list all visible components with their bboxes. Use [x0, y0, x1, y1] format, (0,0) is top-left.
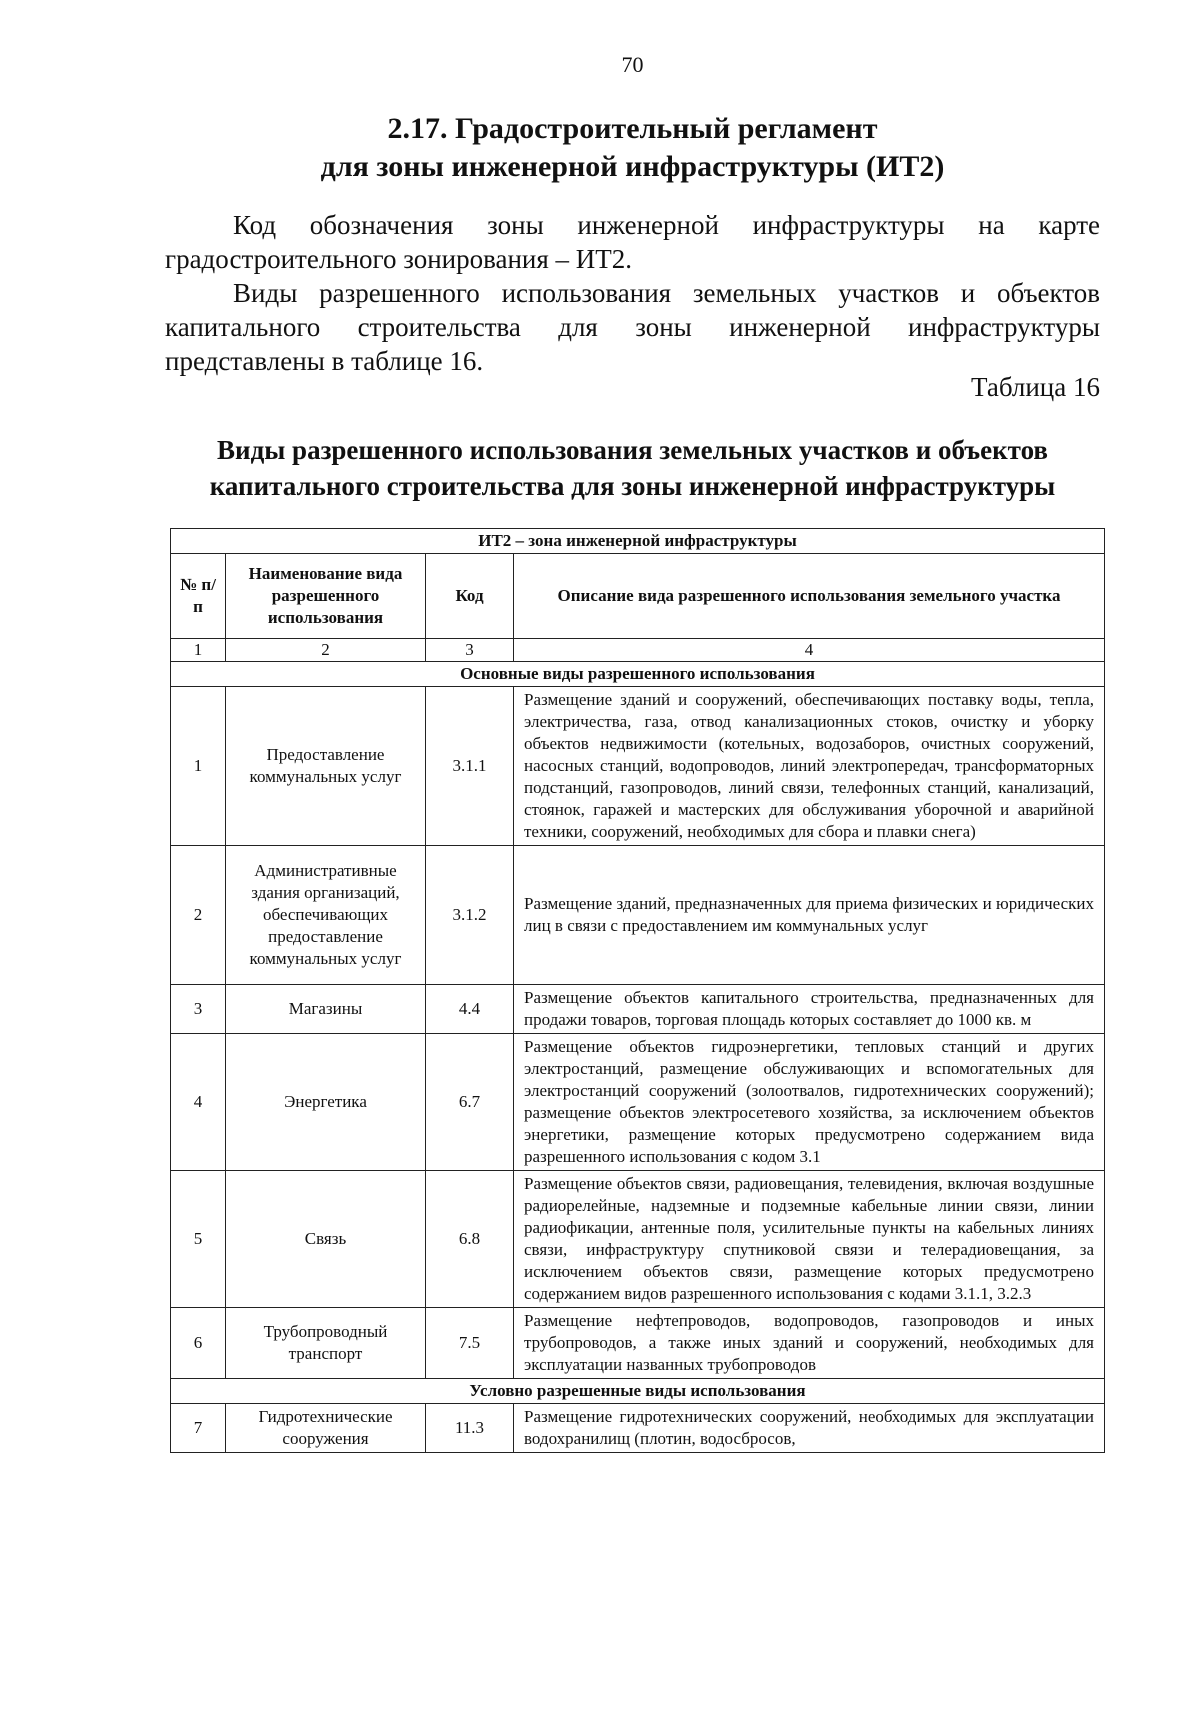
row-description: Размещение объектов гидроэнергетики, тепловых станций и других электростанций, размещение обслуживающих и вспомогательных для электростанций сооружений (золоотвалов, гидротехнических сооружений); размещение объектов электросетевого хозяйства, за исключением объектов энергетики, размещение которых предусмотрено содержанием вида разрешенного использования с кодом 3.1: [514, 1034, 1105, 1171]
table-title-line-1: Виды разрешенного использования земельных участков и объектов: [217, 435, 1048, 465]
row-code: 4.4: [426, 985, 514, 1034]
row-number: 4: [171, 1034, 226, 1171]
intro-paragraph-zone-code: [165, 208, 1100, 276]
table-row: [171, 1171, 1105, 1308]
row-use-name: Трубопроводный транспорт: [226, 1308, 426, 1379]
row-code: 3.1.2: [426, 846, 514, 985]
page-number: 70: [621, 52, 644, 77]
row-use-name: Гидротехнические сооружения: [226, 1404, 426, 1453]
row-number: 6: [171, 1308, 226, 1379]
row-code: 6.8: [426, 1171, 514, 1308]
table-row: [171, 846, 1105, 985]
column-header-name: Наименование вида разрешенного использования: [226, 554, 426, 639]
column-number: 3: [426, 639, 514, 662]
table-title: [160, 432, 1105, 504]
table-row: [171, 1308, 1105, 1379]
row-number: 2: [171, 846, 226, 985]
column-number: 1: [171, 639, 226, 662]
row-description: Размещение объектов капитального строительства, предназначенных для продажи товаров, торговая площадь которых составляет до 1000 кв. м: [514, 985, 1105, 1034]
column-number: 2: [226, 639, 426, 662]
section-heading-line-2: для зоны инженерной инфраструктуры (ИТ2): [320, 150, 945, 183]
column-number: 4: [514, 639, 1105, 662]
section-heading-line-1: 2.17. Градостроительный регламент: [387, 112, 878, 145]
table-row: [171, 1404, 1105, 1453]
section-heading: [160, 110, 1105, 186]
table-row: [171, 985, 1105, 1034]
column-header-code: Код: [426, 554, 514, 639]
table-row: [171, 687, 1105, 846]
row-code: 6.7: [426, 1034, 514, 1171]
row-code: 7.5: [426, 1308, 514, 1379]
row-use-name: Административные здания организаций, обеспечивающих предоставление коммунальных услуг: [226, 846, 426, 985]
row-use-name: Предоставление коммунальных услуг: [226, 687, 426, 846]
section-main-uses: Основные виды разрешенного использования: [171, 662, 1105, 687]
row-description: Размещение нефтепроводов, водопроводов, газопроводов и иных трубопроводов, а также иных зданий и сооружений, необходимых для эксплуатации названных трубопроводов: [514, 1308, 1105, 1379]
row-description: Размещение объектов связи, радиовещания, телевидения, включая воздушные радиорелейные, надземные и подземные кабельные линии связи, линии радиофикации, антенные поля, усилительные пункты на кабельных линиях связи, инфраструктуру спутниковой связи и телерадиовещания, за исключением объектов связи, размещение которых предусмотрено содержанием видов разрешенного использования с кодами 3.1.1, 3.2.3: [514, 1171, 1105, 1308]
row-number: 1: [171, 687, 226, 846]
regulation-table: [170, 528, 1105, 1453]
table-label: Таблица 16: [971, 372, 1100, 402]
row-code: 11.3: [426, 1404, 514, 1453]
row-number: 5: [171, 1171, 226, 1308]
intro-paragraph-permitted-uses-text: Виды разрешенного использования земельных участков и объектов капитального строительства для зоны инженерной инфраструктуры представлены в таблице 16.: [165, 278, 1100, 376]
row-code: 3.1.1: [426, 687, 514, 846]
column-header-description: Описание вида разрешенного использования земельного участка: [514, 554, 1105, 639]
row-use-name: Магазины: [226, 985, 426, 1034]
row-use-name: Энергетика: [226, 1034, 426, 1171]
column-header-number: № п/п: [171, 554, 226, 639]
intro-paragraph-permitted-uses: [165, 276, 1100, 378]
row-use-name: Связь: [226, 1171, 426, 1308]
row-description: Размещение зданий, предназначенных для приема физических и юридических лиц в связи с предоставлением им коммунальных услуг: [514, 846, 1105, 985]
zone-header: ИТ2 – зона инженерной инфраструктуры: [171, 529, 1105, 554]
table-title-line-2: капитального строительства для зоны инженерной инфраструктуры: [209, 471, 1056, 501]
row-number: 7: [171, 1404, 226, 1453]
intro-paragraph-zone-code-text: Код обозначения зоны инженерной инфраструктуры на карте градостроительного зонирования – ИТ2.: [165, 210, 1100, 274]
section-conditional-uses: Условно разрешенные виды использования: [171, 1379, 1105, 1404]
row-description: Размещение гидротехнических сооружений, необходимых для эксплуатации водохранилищ (плотин, водосбросов,: [514, 1404, 1105, 1453]
row-number: 3: [171, 985, 226, 1034]
table-row: [171, 1034, 1105, 1171]
row-description: Размещение зданий и сооружений, обеспечивающих поставку воды, тепла, электричества, газа, отвод канализационных стоков, очистку и уборку объектов недвижимости (котельных, водозаборов, очистных сооружений, насосных станций, водопроводов, линий электропередач, трансформаторных подстанций, газопроводов, линий связи, телефонных станций, канализаций, стоянок, гаражей и мастерских для обслуживания уборочной и аварийной техники, сооружений, необходимых для сбора и плавки снега): [514, 687, 1105, 846]
